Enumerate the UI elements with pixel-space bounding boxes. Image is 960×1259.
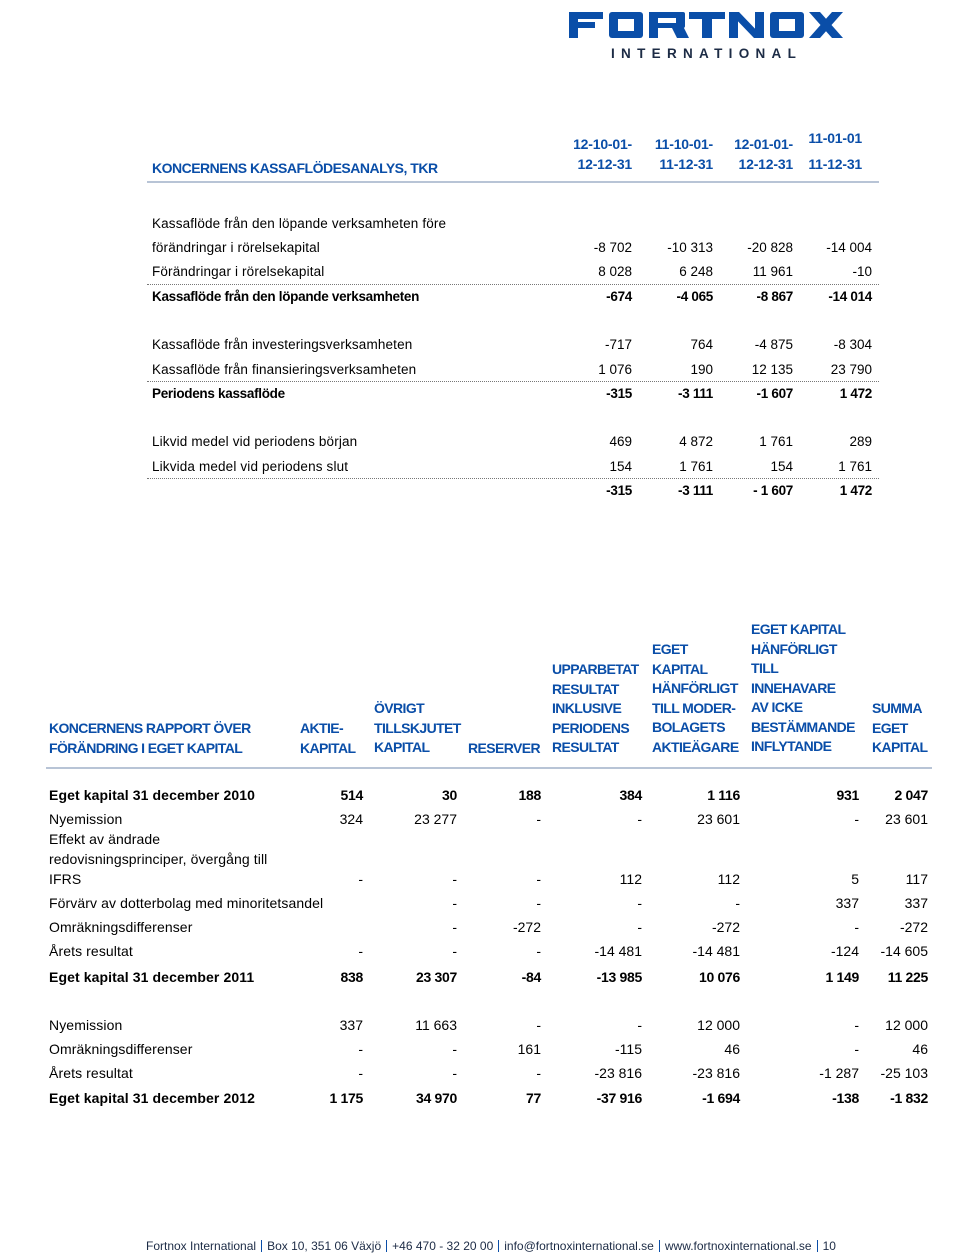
- column-header: [872, 699, 927, 758]
- column-header-line: INKLUSIVE: [552, 700, 622, 716]
- cell-value: -: [854, 811, 859, 827]
- cell-value: 161: [517, 1041, 541, 1057]
- cell-value: -84: [521, 969, 541, 985]
- cell-value: 1 149: [825, 969, 859, 985]
- cell-value: 6 248: [679, 264, 713, 279]
- cell-value: -: [536, 871, 541, 887]
- period-header: 11-12-31: [808, 156, 862, 172]
- footer-separator: [386, 1240, 387, 1252]
- cell-value: -315: [606, 386, 632, 401]
- row-label: Nyemission: [49, 811, 123, 827]
- cell-value: 46: [912, 1041, 928, 1057]
- column-header: [300, 719, 355, 758]
- cell-value: -14 004: [826, 240, 872, 255]
- cell-value: -272: [512, 919, 541, 935]
- page-number: 10: [822, 1239, 836, 1253]
- cell-value: -14 014: [828, 289, 872, 304]
- column-header-line: INFLYTANDE: [751, 738, 832, 754]
- cell-value: -: [536, 943, 541, 959]
- column-header-line: KAPITAL: [374, 739, 430, 755]
- row-label: Eget kapital 31 december 2011: [49, 969, 255, 985]
- column-header-line: EGET KAPITAL: [751, 621, 846, 637]
- cell-value: -14 605: [880, 943, 928, 959]
- cell-value: 324: [339, 811, 363, 827]
- column-header: [552, 660, 639, 758]
- cell-value: -13 985: [596, 969, 642, 985]
- cell-value: -: [358, 943, 363, 959]
- column-header-line: AV ICKE: [751, 699, 803, 715]
- cell-value: -10 313: [667, 240, 713, 255]
- cell-value: 384: [619, 787, 642, 803]
- column-header-line: PERIODENS: [552, 719, 630, 736]
- cell-value: -: [536, 811, 541, 827]
- row-divider: [147, 284, 879, 285]
- cell-value: -37 916: [596, 1090, 642, 1106]
- column-header-line: HÄNFÖRLIGT: [652, 680, 738, 696]
- cell-value: -14 481: [594, 943, 642, 959]
- cell-value: -: [358, 871, 363, 887]
- footer-separator: [817, 1240, 818, 1252]
- column-header-line: RESERVER: [468, 740, 540, 756]
- row-label: förändringar i rörelsekapital: [152, 240, 320, 255]
- cell-value: -: [854, 1017, 859, 1033]
- cell-value: 838: [340, 969, 363, 985]
- row-divider: [147, 381, 879, 382]
- cell-value: 289: [849, 434, 872, 449]
- cell-value: -25 103: [880, 1065, 928, 1081]
- column-header-line: KAPITAL: [652, 660, 708, 677]
- column-header-line: AKTIE-: [300, 720, 344, 736]
- cell-value: 23 277: [414, 811, 457, 827]
- cell-value: -4 875: [754, 337, 793, 352]
- cell-value: 188: [518, 787, 541, 803]
- cell-value: 514: [340, 787, 363, 803]
- logo-subtitle: INTERNATIONAL: [611, 46, 803, 61]
- cell-value: 8 028: [598, 264, 632, 279]
- cell-value: 23 601: [885, 811, 928, 827]
- cell-value: -: [452, 1065, 457, 1081]
- row-label: Omräkningsdifferenser: [49, 919, 193, 935]
- column-header-line: BESTÄMMANDE: [751, 718, 855, 735]
- column-header-line: INNEHAVARE: [751, 679, 836, 696]
- column-header: [751, 620, 855, 757]
- footer-phone: +46 470 - 32 20 00: [392, 1239, 494, 1253]
- cell-value: -124: [830, 943, 859, 959]
- cell-value: -1 607: [756, 386, 793, 401]
- column-header-line: KAPITAL: [872, 739, 928, 755]
- cell-value: 190: [690, 362, 713, 377]
- row-label: Omräkningsdifferenser: [49, 1041, 193, 1057]
- row-label: Nyemission: [49, 1017, 123, 1033]
- period-header: 11-12-31: [659, 156, 713, 172]
- cell-value: 12 135: [751, 362, 793, 377]
- footer-separator: [659, 1240, 660, 1252]
- cell-value: -: [452, 943, 457, 959]
- cell-value: 34 970: [415, 1090, 457, 1106]
- row-label: Förändringar i rörelsekapital: [152, 264, 325, 279]
- column-header-line: RESULTAT: [552, 680, 619, 697]
- footer-separator: [498, 1240, 499, 1252]
- cashflow-title: KONCERNENS KASSAFLÖDESANALYS, TKR: [152, 160, 438, 176]
- row-label: Kassaflöde från finansieringsverksamheten: [152, 362, 417, 377]
- cell-value: -272: [899, 919, 928, 935]
- column-header-line: TILLSKJUTET: [374, 719, 461, 736]
- cell-value: 1 761: [838, 459, 872, 474]
- cell-value: -: [637, 811, 642, 827]
- column-header-line: TILL MODER-: [652, 699, 736, 716]
- column-header-line: AKTIEÄGARE: [652, 738, 739, 755]
- footer-website-link[interactable]: www.fortnoxinternational.se: [664, 1239, 812, 1253]
- cell-value: 112: [717, 871, 740, 887]
- cell-value: 931: [836, 787, 859, 803]
- cell-value: -8 867: [756, 289, 793, 304]
- cell-value: -: [637, 1017, 642, 1033]
- row-label: Eget kapital 31 december 2012: [49, 1090, 256, 1106]
- cell-value: 154: [770, 459, 793, 474]
- cell-value: -20 828: [747, 240, 793, 255]
- cell-value: 154: [609, 459, 632, 474]
- cell-value: -: [854, 1041, 859, 1057]
- page-footer: [146, 1239, 836, 1253]
- column-header: [374, 699, 461, 758]
- cell-value: -: [735, 895, 740, 911]
- cell-value: 1 472: [839, 386, 872, 401]
- row-divider: [147, 478, 879, 479]
- row-label: Periodens kassaflöde: [152, 386, 285, 401]
- footer-address: Box 10, 351 06 Växjö: [267, 1239, 382, 1253]
- cell-value: 12 000: [697, 1017, 740, 1033]
- equity-title-line: KONCERNENS RAPPORT ÖVER: [49, 720, 251, 736]
- row-label: IFRS: [49, 871, 82, 887]
- cell-value: 4 872: [679, 434, 713, 449]
- fortnox-logo-icon: [565, 8, 845, 42]
- period-header: 11-10-01-: [654, 136, 713, 152]
- cell-value: - 1 607: [753, 483, 793, 498]
- cell-value: -: [854, 919, 859, 935]
- equity-title: [49, 719, 251, 758]
- cell-value: -138: [832, 1090, 859, 1106]
- column-header-line: KAPITAL: [300, 739, 356, 756]
- cell-value: -674: [606, 289, 632, 304]
- cell-value: 23 790: [830, 362, 872, 377]
- column-header: [468, 739, 540, 759]
- row-label: Likvida medel vid periodens slut: [152, 459, 349, 474]
- cell-value: 2 047: [894, 787, 928, 803]
- column-header-line: HÄNFÖRLIGT: [751, 640, 837, 657]
- period-header: 12-01-01-: [734, 136, 793, 152]
- cell-value: -: [452, 1041, 457, 1057]
- row-label: Årets resultat: [49, 1065, 133, 1081]
- cell-value: 23 601: [697, 811, 740, 827]
- cell-value: -4 065: [676, 289, 713, 304]
- cell-value: -8 702: [593, 240, 632, 255]
- cell-value: -: [637, 919, 642, 935]
- row-label: Förvärv av dotterbolag med minoritetsandel: [49, 895, 324, 911]
- cell-value: -23 816: [594, 1065, 642, 1081]
- cell-value: 10 076: [698, 969, 740, 985]
- row-label: redovisningsprinciper, övergång till: [49, 851, 268, 867]
- cell-value: 1 076: [598, 362, 632, 377]
- column-header-line: UPPARBETAT: [552, 661, 639, 677]
- column-header-line: BOLAGETS: [652, 719, 725, 735]
- period-header: 11-01-01: [808, 130, 862, 146]
- cell-value: 23 307: [415, 969, 457, 985]
- cell-value: 11 961: [752, 264, 793, 279]
- cell-value: 764: [690, 337, 713, 352]
- cell-value: -23 816: [692, 1065, 740, 1081]
- period-header: 12-10-01-: [573, 136, 632, 152]
- cell-value: -3 111: [678, 483, 713, 498]
- section-label: Kassaflöde från den löpande verksamheten före: [152, 216, 447, 231]
- cell-value: -1 832: [890, 1090, 928, 1106]
- cell-value: 112: [619, 871, 642, 887]
- cell-value: -: [452, 895, 457, 911]
- row-label: Kassaflöde från investeringsverksamheten: [152, 337, 413, 352]
- row-label: Kassaflöde från den löpande verksamheten: [152, 289, 420, 304]
- equity-title-line: FÖRÄNDRING I EGET KAPITAL: [49, 739, 243, 756]
- cell-value: 337: [339, 1017, 363, 1033]
- cell-value: -10: [852, 264, 872, 279]
- cell-value: -717: [604, 337, 632, 352]
- cell-value: 1 761: [759, 434, 793, 449]
- period-header: 12-12-31: [577, 156, 632, 172]
- row-label: Effekt av ändrade: [49, 831, 161, 847]
- header-rule: [147, 181, 879, 183]
- cell-value: 469: [609, 434, 632, 449]
- cell-value: -: [536, 895, 541, 911]
- cell-value: -14 481: [692, 943, 740, 959]
- cell-value: -1 694: [702, 1090, 740, 1106]
- cell-value: -315: [606, 483, 632, 498]
- row-label: Likvid medel vid periodens början: [152, 434, 358, 449]
- column-header-line: SUMMA: [872, 700, 922, 716]
- cell-value: 11 225: [887, 969, 928, 985]
- column-header-line: EGET: [872, 719, 908, 736]
- cell-value: 1 761: [679, 459, 713, 474]
- cell-value: -: [452, 919, 457, 935]
- row-label: Eget kapital 31 december 2010: [49, 787, 256, 803]
- column-header: [652, 640, 739, 757]
- footer-email-link[interactable]: info@fortnoxinternational.se: [504, 1239, 654, 1253]
- cell-value: 337: [835, 895, 859, 911]
- cell-value: 12 000: [885, 1017, 928, 1033]
- cell-value: 46: [724, 1041, 740, 1057]
- cell-value: -: [536, 1017, 541, 1033]
- footer-company: Fortnox International: [146, 1239, 257, 1253]
- cell-value: 117: [905, 871, 928, 887]
- column-header-line: EGET: [652, 641, 688, 657]
- cell-value: 1 175: [329, 1090, 363, 1106]
- cell-value: -: [536, 1065, 541, 1081]
- cell-value: -: [452, 871, 457, 887]
- cell-value: 1 116: [707, 787, 740, 803]
- cell-value: 1 472: [839, 483, 872, 498]
- header-rule: [46, 767, 932, 769]
- footer-separator: [261, 1240, 262, 1252]
- cell-value: 30: [442, 787, 457, 803]
- cell-value: 337: [904, 895, 928, 911]
- cell-value: -: [358, 1041, 363, 1057]
- cell-value: -: [358, 1065, 363, 1081]
- cell-value: -8 304: [833, 337, 872, 352]
- period-header: 12-12-31: [738, 156, 793, 172]
- column-header-line: RESULTAT: [552, 739, 619, 755]
- fortnox-logo: [565, 8, 845, 61]
- cell-value: 77: [526, 1090, 541, 1106]
- row-label: Årets resultat: [49, 943, 133, 959]
- column-header-line: TILL: [751, 660, 779, 676]
- cell-value: -115: [615, 1041, 642, 1057]
- cell-value: -3 111: [678, 386, 713, 401]
- cell-value: -272: [711, 919, 740, 935]
- cell-value: -: [637, 895, 642, 911]
- cell-value: -1 287: [819, 1065, 859, 1081]
- cell-value: 11 663: [415, 1017, 457, 1033]
- cell-value: 5: [851, 871, 859, 887]
- column-header-line: ÖVRIGT: [374, 700, 425, 716]
